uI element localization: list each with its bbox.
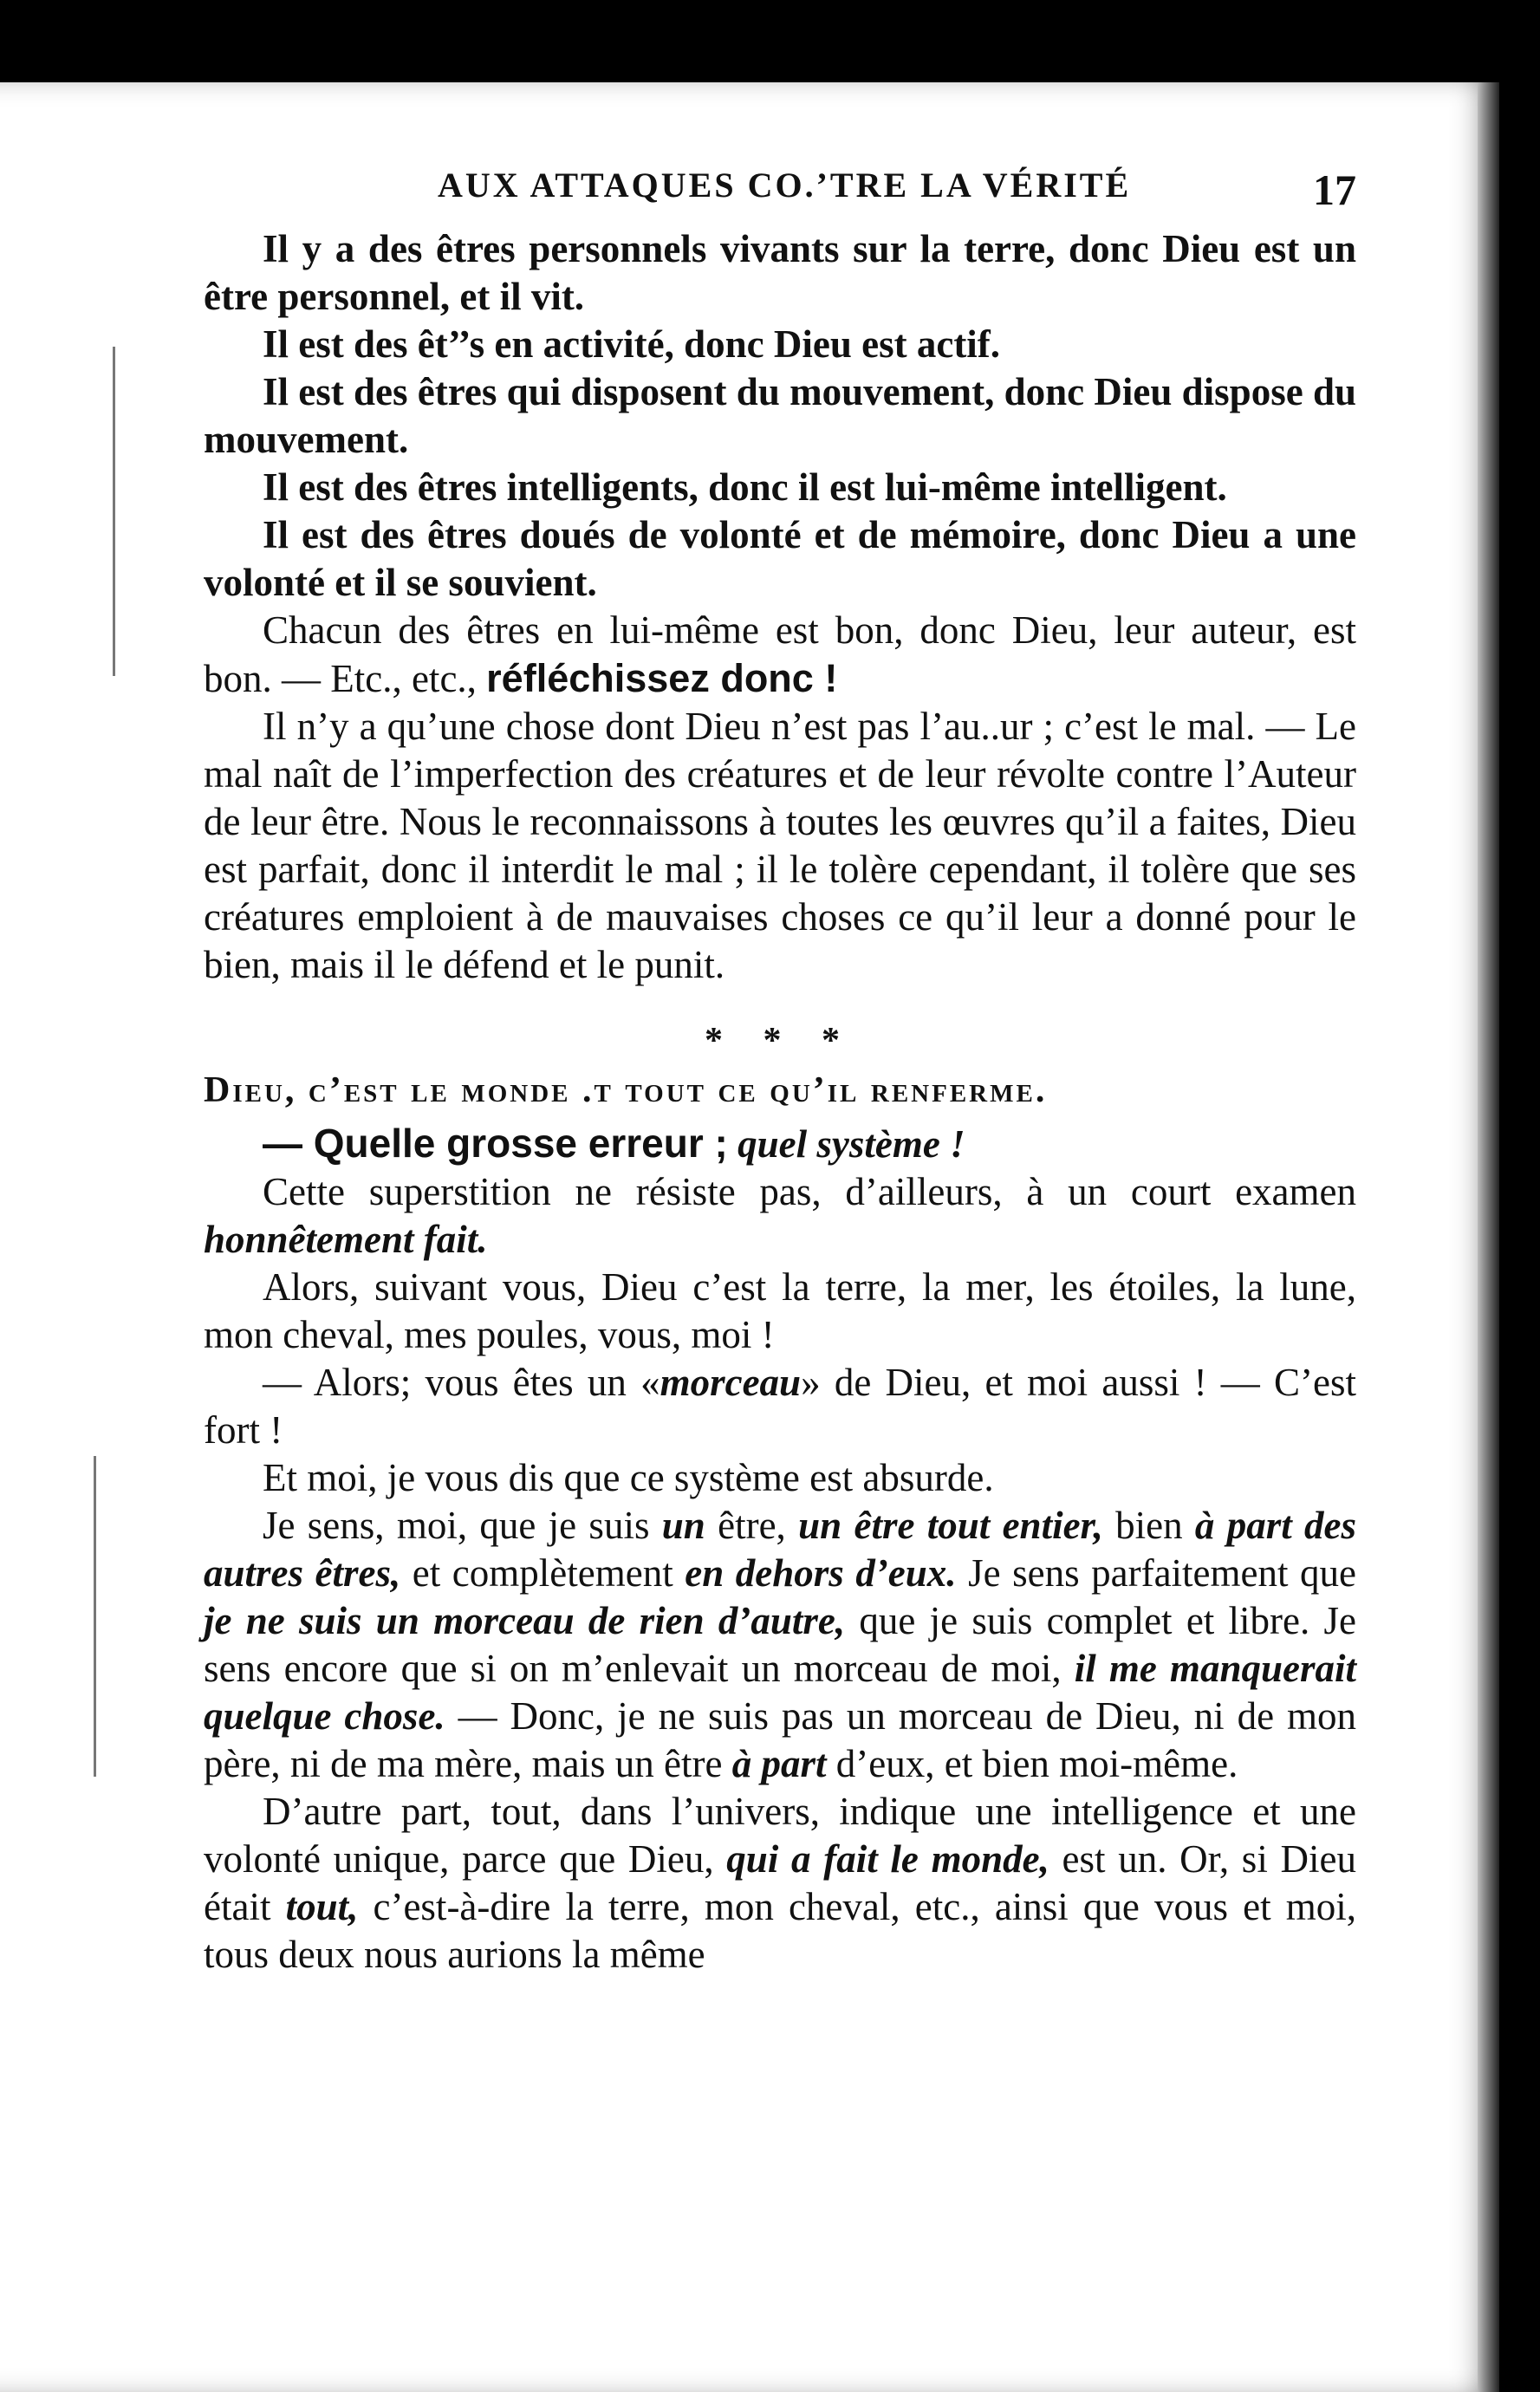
paragraph-text: — Alors; vous êtes un « (263, 1361, 660, 1404)
paragraph-text: D’autre part, tout, dans l’univers, indique une intelligence et une volonté unique, parce que Dieu, (204, 1790, 1356, 1881)
paragraph: Alors, suivant vous, Dieu c’est la terre, la mer, les étoiles, la lune, mon cheval, mes poules, vous, moi ! (204, 1265, 1356, 1356)
italic-text: honnêtement fait. (204, 1218, 488, 1261)
paragraph-text: que je suis complet et libre. Je sens encore que si on m’enlevait un morceau de moi, (204, 1599, 1357, 1690)
paragraph-text: Chacun des êtres en lui-même est bon, donc Dieu, leur auteur, est bon. — Etc., etc., (204, 608, 1356, 700)
section-separator: * * * (705, 1021, 855, 1061)
paragraph-text: c’est-à-dire la terre, mon cheval, etc., ainsi que vous et moi, tous deux nous aurions la même (204, 1885, 1356, 1976)
body-text (204, 225, 1356, 1979)
italic-text: un être tout entier, (798, 1504, 1103, 1547)
paragraph: Il est des êt’’s en activité, donc Dieu est actif. (263, 322, 1001, 366)
italic-text: un (661, 1504, 705, 1547)
margin-mark-bottom (94, 1456, 96, 1777)
running-head: AUX ATTAQUES CO.’TRE LA VÉRITÉ (438, 166, 1132, 205)
paragraph-text: est un. Or, si Dieu était (204, 1837, 1356, 1928)
italic-text: en dehors d’eux. (685, 1551, 957, 1595)
paragraph-text: et complètement (400, 1551, 686, 1595)
paragraph: Il est des êtres qui disposent du mouvement, donc Dieu dispose du mouvement. (204, 370, 1356, 461)
exclamation (204, 1120, 1356, 1168)
exclamation-bold: — Quelle grosse erreur ; (263, 1121, 728, 1166)
emphasis-text: réfléchissez donc ! (486, 656, 838, 700)
paragraph-text: Je sens, moi, que je suis (263, 1504, 662, 1547)
italic-text: morceau (660, 1361, 802, 1404)
paragraph-text: d’eux, et bien moi-même. (826, 1742, 1238, 1785)
section-title: Dieu, c’est le monde .t tout ce qu’il renferme. (204, 1070, 1048, 1110)
italic-text: tout, (285, 1885, 359, 1928)
paragraph (204, 607, 1356, 703)
paragraph-text: — Donc, je ne suis pas un morceau de Dieu, ni de mon père, ni de ma mère, mais un être (204, 1694, 1356, 1785)
paragraph-text: » de Dieu, et moi aussi ! — C’est fort ! (204, 1361, 1356, 1452)
paragraph: Il est des êtres doués de volonté et de mémoire, donc Dieu a une volonté et il se souvient. (204, 513, 1356, 604)
italic-text: qui a fait le monde, (726, 1837, 1049, 1881)
paragraph (204, 1788, 1356, 1979)
paragraph-text: être, (705, 1504, 799, 1547)
italic-text: à part (731, 1742, 827, 1785)
paragraph (204, 1502, 1356, 1788)
margin-mark-top (113, 347, 115, 676)
paragraph: Il n’y a qu’une chose dont Dieu n’est pas l’au..ur ; c’est le mal. — Le mal naît de l’imperfection des créatures et de leur révolte contre l’Auteur de leur être. Nous le reconnaissons à toutes les œuvres qu’il a faites, Dieu est parfait, donc il interdit le mal ; il le tolère cependant, il tolère que ses créatures emploient à de mauvaises choses ce qu’il leur a donné pour le bien, mais il le défend et le punit. (204, 705, 1356, 986)
italic-text: à part des autres êtres, (204, 1504, 1357, 1595)
italic-text: je ne suis un morceau de rien d’autre, (204, 1599, 846, 1642)
paragraph (204, 1359, 1356, 1454)
paragraph-text: Cette superstition ne résiste pas, d’ailleurs, à un court examen (263, 1170, 1356, 1213)
paragraph: Il est des êtres intelligents, donc il est lui-même intelligent. (263, 465, 1227, 509)
paragraph: Il y a des êtres personnels vivants sur la terre, donc Dieu est un être personnel, et il vit. (204, 227, 1356, 318)
page-header (0, 165, 1540, 225)
page-number: 17 (1313, 166, 1356, 214)
page-edge-shadow (1478, 82, 1499, 2392)
paragraph: Et moi, je vous dis que ce système est absurde. (263, 1456, 994, 1499)
italic-text: il me manquerait quelque chose. (204, 1647, 1356, 1738)
paragraph-text: bien (1102, 1504, 1195, 1547)
paragraph-text: Je sens parfaitement que (956, 1551, 1356, 1595)
paragraph (204, 1168, 1356, 1264)
exclamation-italic: quel système ! (738, 1122, 965, 1166)
